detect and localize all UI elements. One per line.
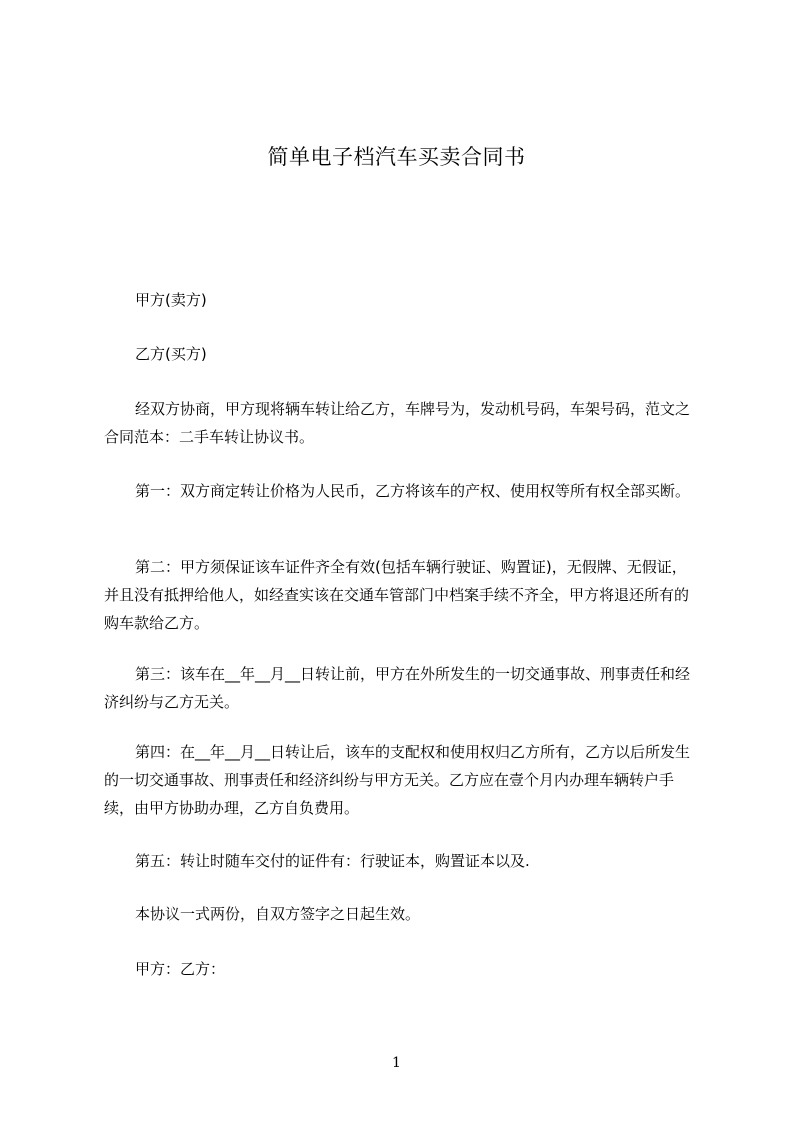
intro-paragraph: 经双方协商，甲方现将辆车转让给乙方，车牌号为，发动机号码，车架号码，范文之合同范本：二手车转让协议书。 — [104, 400, 691, 446]
signature-line: 甲方：乙方： — [135, 960, 226, 978]
clause-3: 第三：该车在__年__月__日转让前，甲方在外所发生的一切交通事故、刑事责任和经济纠纷与乙方无关。 — [104, 665, 691, 711]
party-b-label: 乙方(买方) — [135, 345, 207, 363]
clause-5: 第五：转让时随车交付的证件有：行驶证本，购置证本以及. — [135, 852, 530, 870]
effective-statement: 本协议一式两份，自双方签字之日起生效。 — [135, 905, 421, 923]
page-number: 1 — [392, 1055, 401, 1071]
clause-4: 第四：在__年__月__日转让后，该车的支配权和使用权归乙方所有，乙方以后所发生的一切交通事故、刑事责任和经济纠纷与甲方无关。乙方应在壹个月内办理车辆转户手续，由甲方协助办理，乙方自负费用。 — [104, 743, 691, 817]
party-a-label: 甲方(卖方) — [135, 291, 207, 309]
clause-1: 第一：双方商定转让价格为人民币，乙方将该车的产权、使用权等所有权全部买断。 — [135, 482, 691, 500]
clause-2: 第二：甲方须保证该车证件齐全有效(包括车辆行驶证、购置证)，无假牌、无假证，并且没有抵押给他人，如经查实该在交通车管部门中档案手续不齐全，甲方将退还所有的购车款给乙方。 — [104, 558, 690, 632]
document-title: 简单电子档汽车买卖合同书 — [267, 145, 526, 169]
